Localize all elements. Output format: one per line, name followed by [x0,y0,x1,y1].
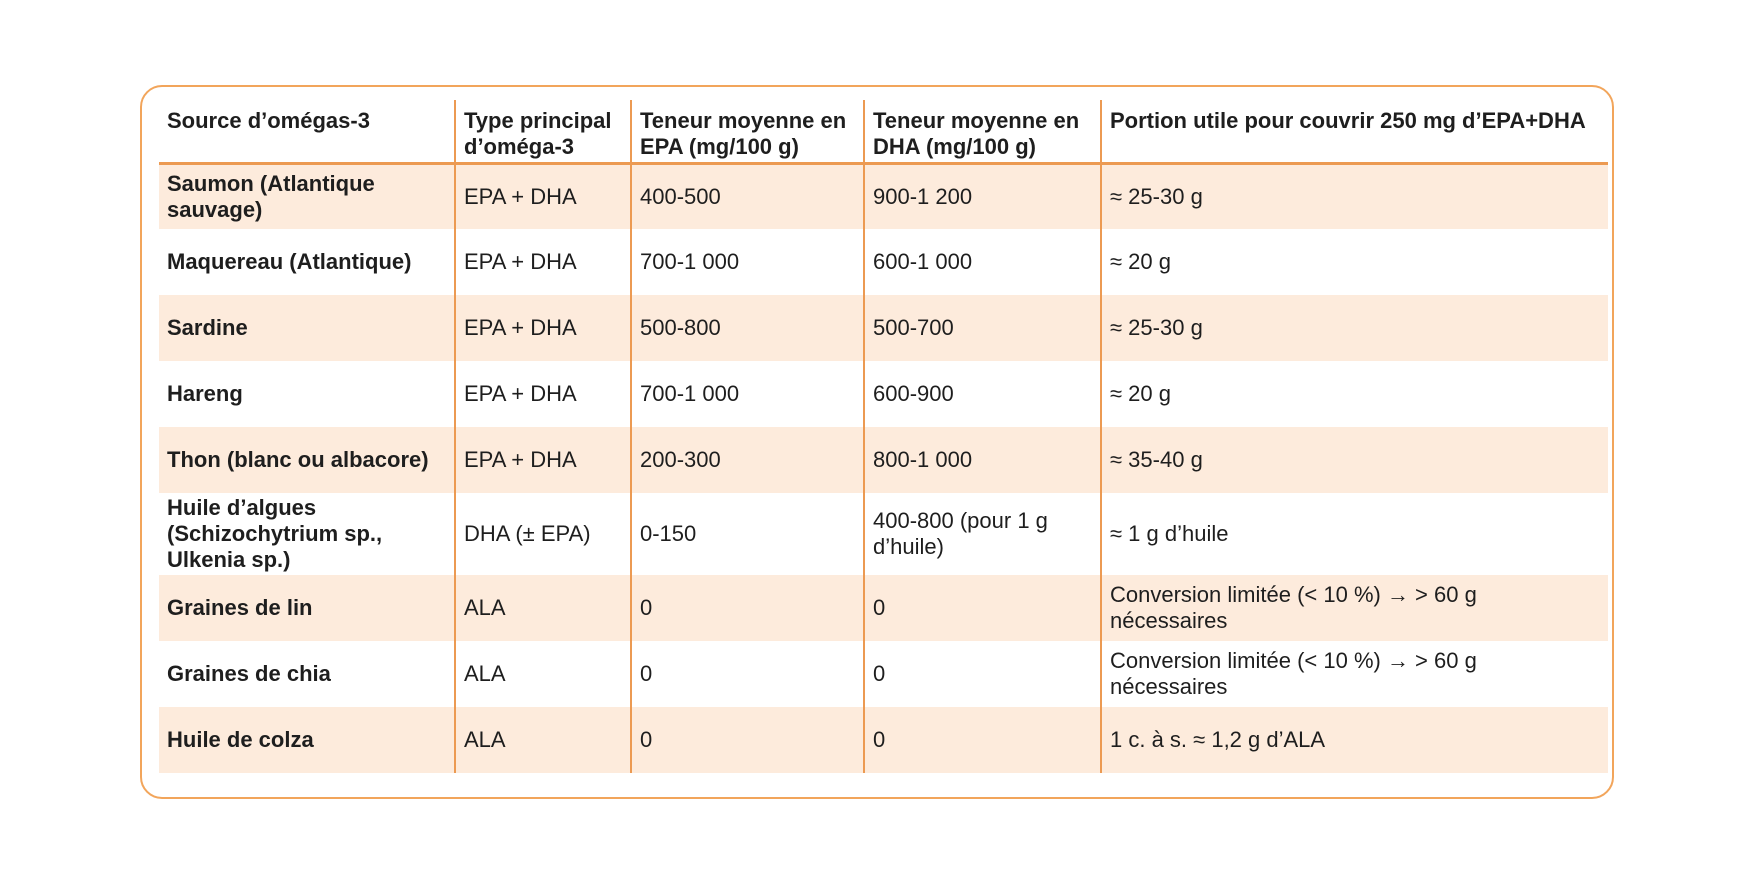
cell-type: ALA [455,575,631,641]
cell-dha: 800-1 000 [864,427,1101,493]
cell-dha: 900-1 200 [864,163,1101,229]
cell-epa: 400-500 [631,163,864,229]
table-row [159,575,1608,641]
cell-dha: 600-900 [864,361,1101,427]
header-dha: Teneur moyenne en DHA (mg/100 g) [864,100,1101,163]
cell-epa: 500-800 [631,295,864,361]
cell-epa: 0 [631,641,864,707]
header-epa: Teneur moyenne en EPA (mg/100 g) [631,100,864,163]
cell-dha: 0 [864,575,1101,641]
header-source: Source d’omégas-3 [159,100,455,163]
cell-portion: ≈ 25-30 g [1101,163,1608,229]
table-row [159,163,1608,229]
cell-epa: 700-1 000 [631,229,864,295]
cell-type: ALA [455,641,631,707]
table-row [159,361,1608,427]
cell-type: EPA + DHA [455,229,631,295]
cell-source: Sardine [159,295,455,361]
header-portion: Portion utile pour couvrir 250 mg d’EPA+DHA [1101,100,1608,163]
cell-dha: 0 [864,707,1101,773]
table-row [159,427,1608,493]
cell-portion: ≈ 1 g d’huile [1101,493,1608,575]
cell-dha: 500-700 [864,295,1101,361]
omega3-sources-table [159,100,1608,773]
table-row [159,229,1608,295]
cell-type: EPA + DHA [455,295,631,361]
cell-portion: ≈ 20 g [1101,229,1608,295]
cell-type: EPA + DHA [455,361,631,427]
table-header-row [159,100,1608,163]
cell-source: Graines de chia [159,641,455,707]
cell-dha: 400-800 (pour 1 g d’huile) [864,493,1101,575]
cell-type: DHA (± EPA) [455,493,631,575]
cell-epa: 0-150 [631,493,864,575]
table-row [159,295,1608,361]
header-type: Type principal d’oméga-3 [455,100,631,163]
cell-dha: 0 [864,641,1101,707]
cell-epa: 0 [631,707,864,773]
cell-portion: 1 c. à s. ≈ 1,2 g d’ALA [1101,707,1608,773]
cell-type: ALA [455,707,631,773]
cell-portion: ≈ 35-40 g [1101,427,1608,493]
cell-portion: Conversion limitée (< 10 %) → > 60 g nécessaires [1101,641,1608,707]
cell-source: Saumon (Atlantique sauvage) [159,163,455,229]
cell-portion: Conversion limitée (< 10 %) → > 60 g nécessaires [1101,575,1608,641]
table-row [159,641,1608,707]
cell-epa: 0 [631,575,864,641]
cell-source: Huile d’algues (Schizochytrium sp., Ulkenia sp.) [159,493,455,575]
table-row [159,707,1608,773]
cell-dha: 600-1 000 [864,229,1101,295]
cell-source: Huile de colza [159,707,455,773]
cell-source: Thon (blanc ou albacore) [159,427,455,493]
cell-source: Graines de lin [159,575,455,641]
table-row [159,493,1608,575]
cell-portion: ≈ 20 g [1101,361,1608,427]
cell-epa: 200-300 [631,427,864,493]
cell-type: EPA + DHA [455,427,631,493]
cell-source: Hareng [159,361,455,427]
cell-epa: 700-1 000 [631,361,864,427]
cell-portion: ≈ 25-30 g [1101,295,1608,361]
cell-source: Maquereau (Atlantique) [159,229,455,295]
cell-type: EPA + DHA [455,163,631,229]
